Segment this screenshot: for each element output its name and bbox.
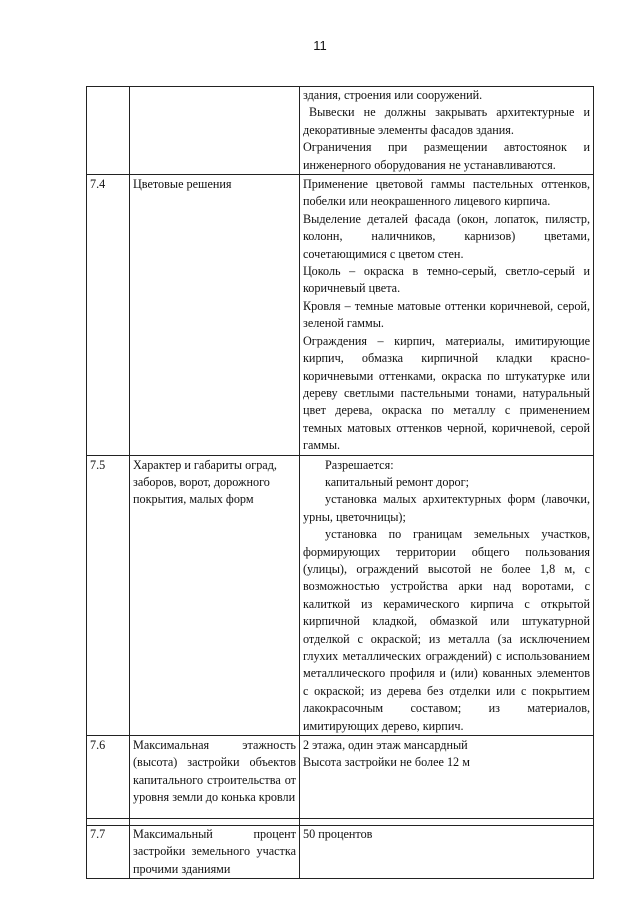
row-description	[300, 87, 594, 175]
description-paragraph: Высота застройки не более 12 м	[303, 755, 470, 770]
row-name: Цветовые решения	[130, 175, 300, 456]
description-paragraph: Кровля – темные матовые оттенки коричневой, серой, зеленой гаммы.	[303, 298, 590, 331]
description-paragraph: здания, строения или сооружений.	[303, 88, 483, 102]
description-paragraph: Применение цветовой гаммы пастельных оттенков, побелки или неокрашенного лицевого кирпича.	[303, 177, 590, 209]
description-paragraph: установка малых архитектурных форм (лавочки, урны, цветочницы);	[303, 492, 590, 524]
table-row	[87, 455, 594, 736]
row-number: 7.4	[87, 175, 130, 456]
table-row	[87, 736, 594, 819]
description-paragraph: Ограждения – кирпич, материалы, имитирующие кирпич, обмазка кирпичной кладки красно-коричневыми оттенками, окраска по штукатурке или дереву светлыми пастельными тонами, натуральный цвет дерева, окраска по металлу с применением темных матовых оттенков черной, коричневой, серой гаммы.	[303, 333, 590, 453]
row-number: 7.5	[87, 455, 130, 736]
row-name: Характер и габариты оград, заборов, ворот, дорожного покрытия, малых форм	[130, 455, 300, 736]
description-paragraph: Ограничения при размещении автостоянок и инженерного оборудования не устанавливаются.	[303, 140, 590, 172]
row-name: Максимальная этажность (высота) застройки объектов капитального строительства от уровня земли до конька кровли	[130, 736, 300, 819]
description-paragraph: 50 процентов	[303, 827, 373, 842]
description-paragraph: Разрешается:	[325, 457, 394, 472]
description-paragraph: Вывески не должны закрывать архитектурные и декоративные элементы фасадов здания.	[303, 105, 590, 137]
row-description	[300, 175, 594, 456]
row-description	[300, 455, 594, 736]
table-row	[87, 175, 594, 456]
spacer-cell	[300, 819, 594, 826]
row-name	[130, 87, 300, 175]
table-row	[87, 87, 594, 175]
spacer-cell	[87, 819, 130, 826]
table-row-spacer	[87, 819, 594, 826]
table-row	[87, 826, 594, 879]
row-name: Максимальный процент застройки земельного участка прочими зданиями	[130, 826, 300, 879]
description-paragraph: установка по границам земельных участков, формирующих территории общего пользования (улицы), ограждений высотой не более 1,8 м, с возможностью устройства арки над воротами, с калиткой из керамического кирпича с открытой кирпичной кладкой, обмазкой или штукатурной отделкой с окраской; из металла (за исключением глухих металлических ограждений) с использованием металлического профиля и (или) кованных элементов с окраской; из дерева без отделки или с покрытием лакокрасочным составом; из материалов, имитирующих дерево, кирпич.	[303, 527, 590, 733]
spacer-cell	[130, 819, 300, 826]
page-number: 11	[313, 38, 327, 53]
regulations-table	[86, 86, 594, 879]
row-number: 7.7	[87, 826, 130, 879]
description-paragraph: Выделение деталей фасада (окон, лопаток, пилястр, колонн, наличников, карнизов) цветами, сочетающимися с цветом стен.	[303, 211, 590, 261]
row-number: 7.6	[87, 736, 130, 819]
description-paragraph: Цоколь – окраска в темно-серый, светло-серый и коричневый цвета.	[303, 264, 590, 296]
row-description	[300, 826, 594, 879]
row-number	[87, 87, 130, 175]
description-paragraph: 2 этажа, один этаж мансардный	[303, 738, 468, 753]
row-description	[300, 736, 594, 819]
description-paragraph: капитальный ремонт дорог;	[325, 474, 470, 489]
